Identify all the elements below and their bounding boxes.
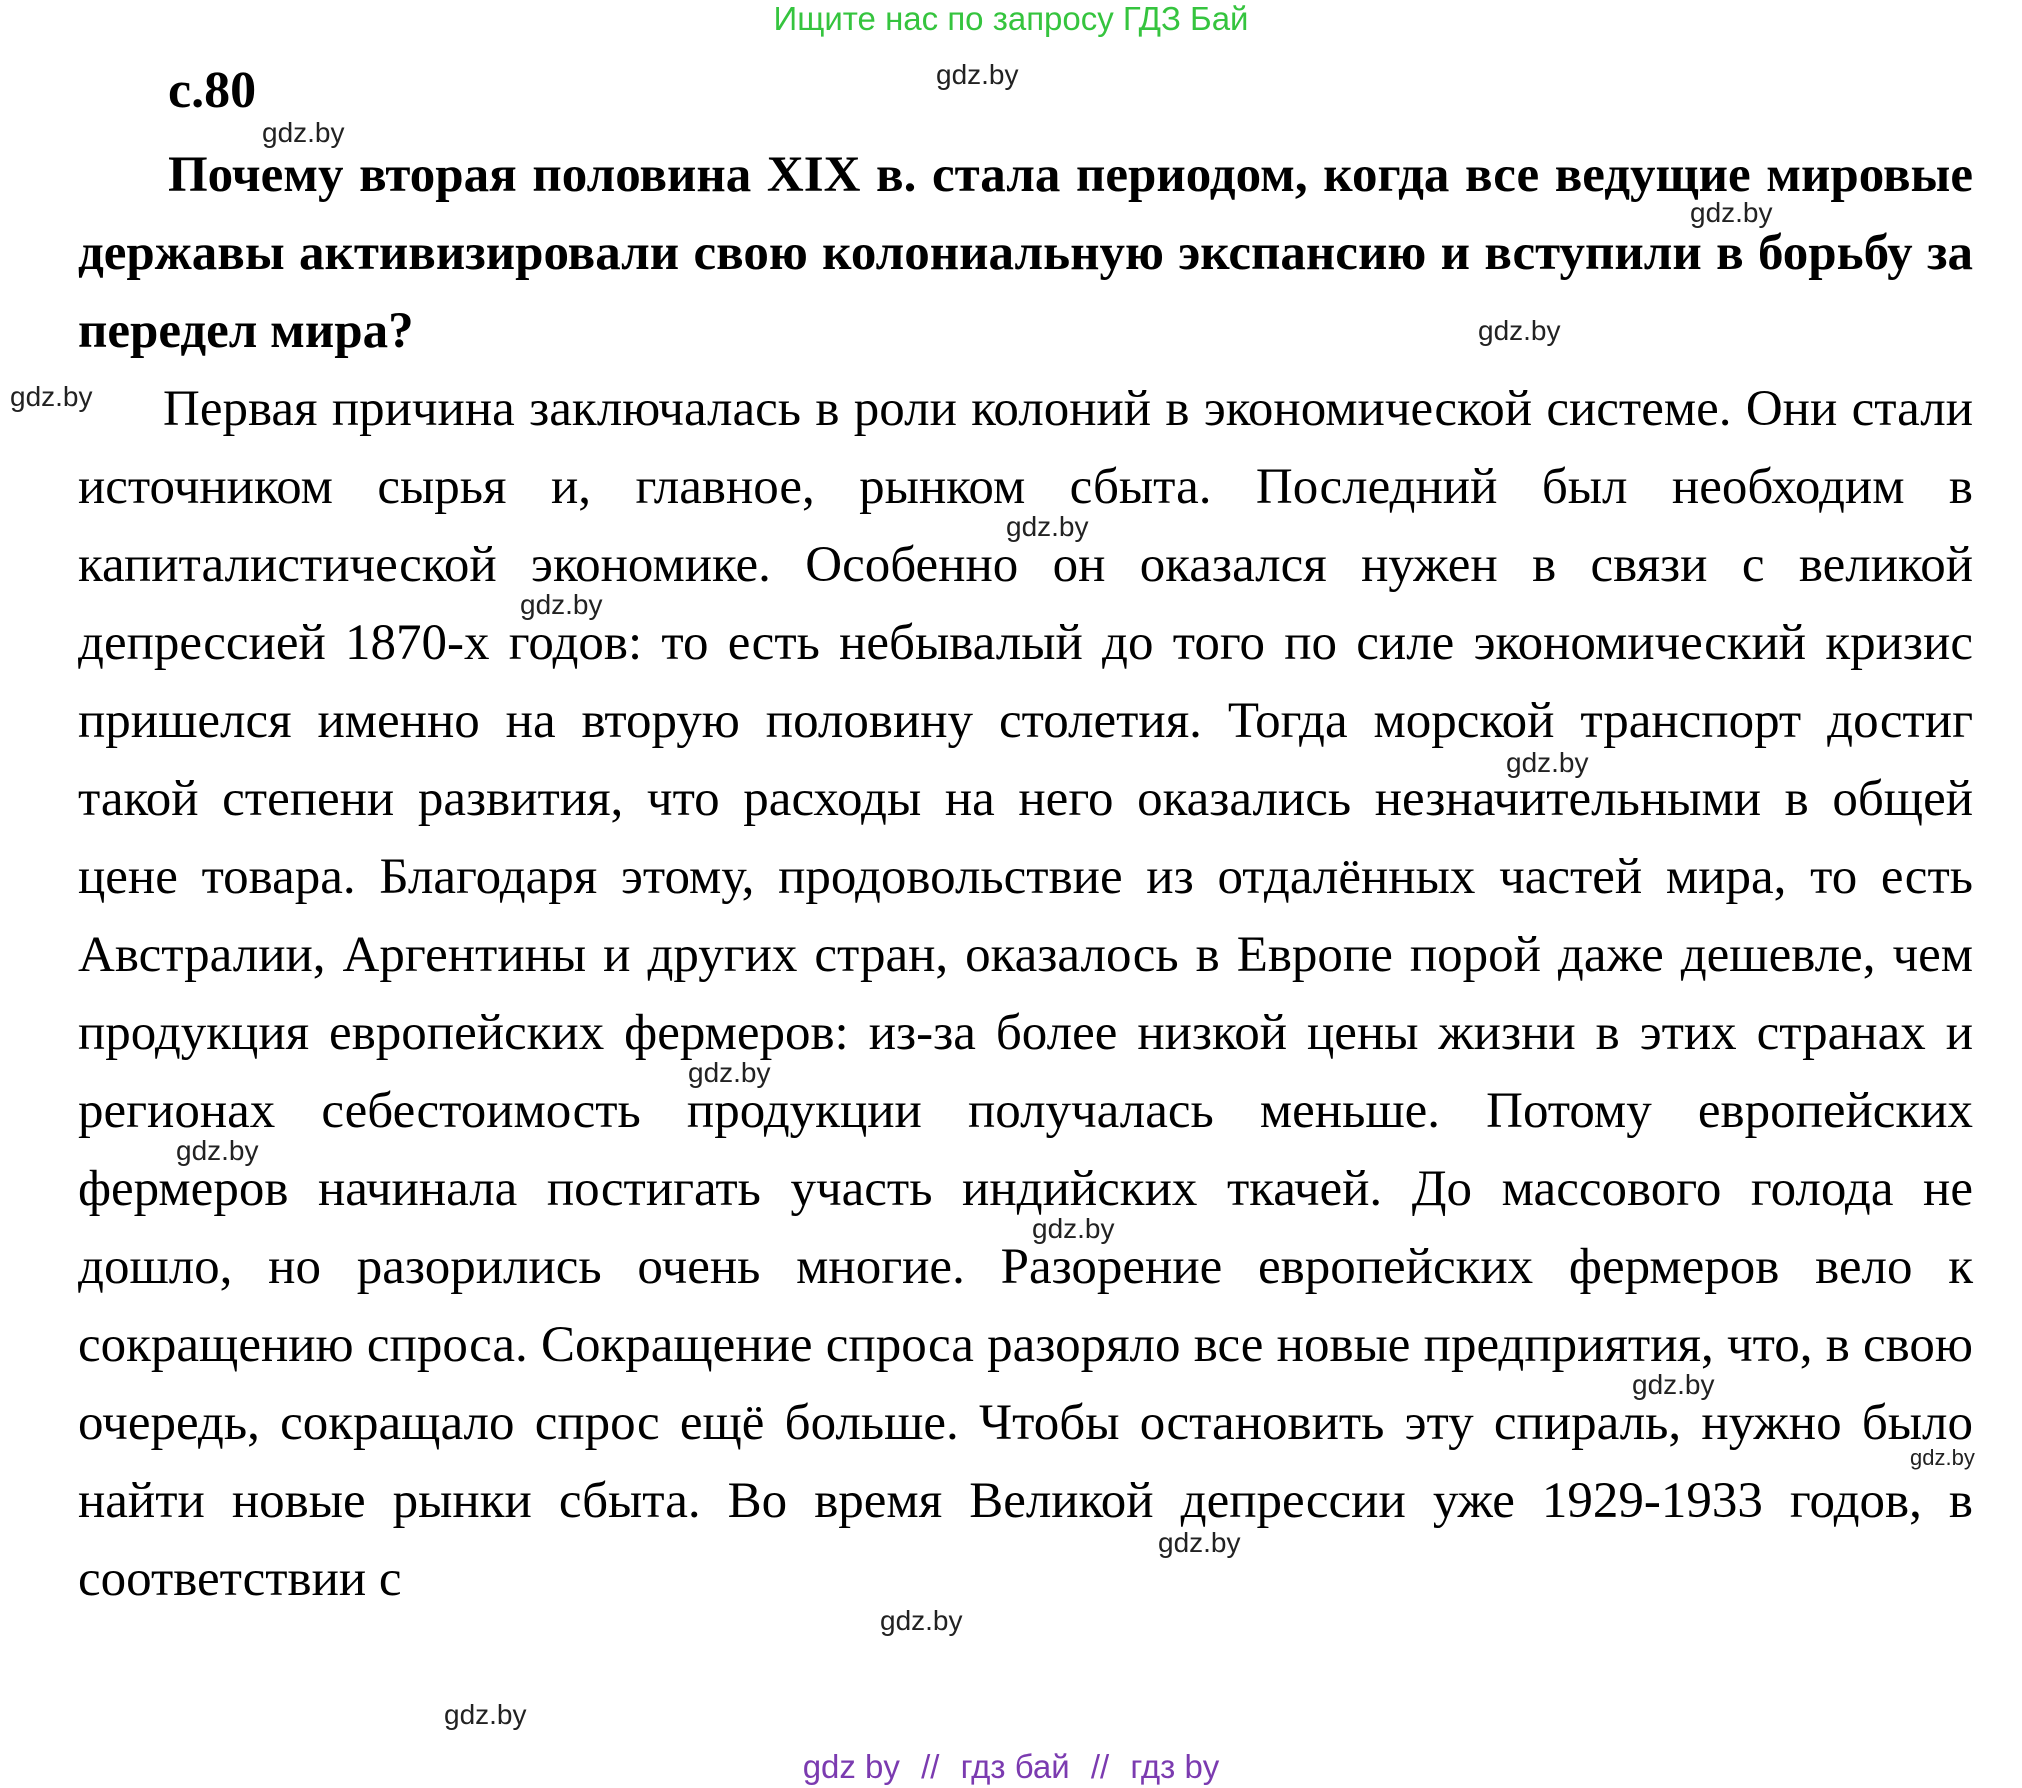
watermark: gdz.by: [176, 1135, 259, 1166]
watermark: gdz.by: [1910, 1445, 1975, 1470]
watermark: gdz.by: [688, 1057, 771, 1088]
top-banner: Ищите нас по запросу ГДЗ Бай: [773, 0, 1249, 37]
watermark: gdz.by: [520, 589, 603, 620]
watermark: gdz.by: [936, 59, 1019, 90]
watermark: gdz.by: [10, 381, 93, 412]
watermark: gdz.by: [1006, 511, 1089, 542]
watermark: gdz.by: [1478, 315, 1561, 346]
watermark: gdz.by: [880, 1605, 963, 1636]
footer-separator: //: [921, 1748, 940, 1785]
question-text: Почему вторая половина XIX в. стала периодом, когда все ведущие мировые державы активизировали свою колониальную экспансию и вступили в борьбу за передел мира?: [78, 147, 1973, 359]
page-number: с.80: [168, 62, 257, 119]
footer-links: [0, 1748, 2022, 1788]
watermark: gdz.by: [1158, 1527, 1241, 1558]
footer-link-gdz-bai[interactable]: гдз бай: [960, 1748, 1070, 1785]
watermark: gdz.by: [1506, 747, 1589, 778]
footer-link-gdz-by-ru[interactable]: гдз by: [1130, 1748, 1220, 1785]
watermark: gdz.by: [1032, 1213, 1115, 1244]
watermark: gdz.by: [1690, 197, 1773, 228]
watermark: gdz.by: [262, 117, 345, 148]
answer-text: Первая причина заключалась в роли колоний в экономической системе. Они стали источником сырья и, главное, рынком сбыта. Последний был необходим в капиталистической экономике. Особенно он оказался нужен в связи с великой депрессией 1870-х годов: то есть небывалый до того по силе экономический кризис пришелся именно на вторую половину столетия. Тогда морской транспорт достиг такой степени развития, что расходы на него оказались незначительными в общей цене товара. Благодаря этому, продовольствие из отдалённых частей мира, то есть Австралии, Аргентины и других стран, оказалось в Европе порой даже дешевле, чем продукция европейских фермеров: из-за более низкой цены жизни в этих странах и регионах себестоимость продукции получалась меньше. Потому европейских фермеров начинала постигать участь индийских ткачей. До массового голода не дошло, но разорились очень многие. Разорение европейских фермеров вело к сокращению спроса. Сокращение спроса разоряло все новые предприятия, что, в свою очередь, сокращало спрос ещё больше. Чтобы остановить эту спираль, нужно было найти новые рынки сбыта. Во время Великой депрессии уже 1929-1933 годов, в соответствии с: [78, 381, 1973, 1607]
watermark: gdz.by: [444, 1699, 527, 1730]
footer-separator: //: [1090, 1748, 1110, 1785]
footer-link-gdz-by[interactable]: gdz by: [802, 1748, 900, 1785]
watermark: gdz.by: [1632, 1369, 1715, 1400]
